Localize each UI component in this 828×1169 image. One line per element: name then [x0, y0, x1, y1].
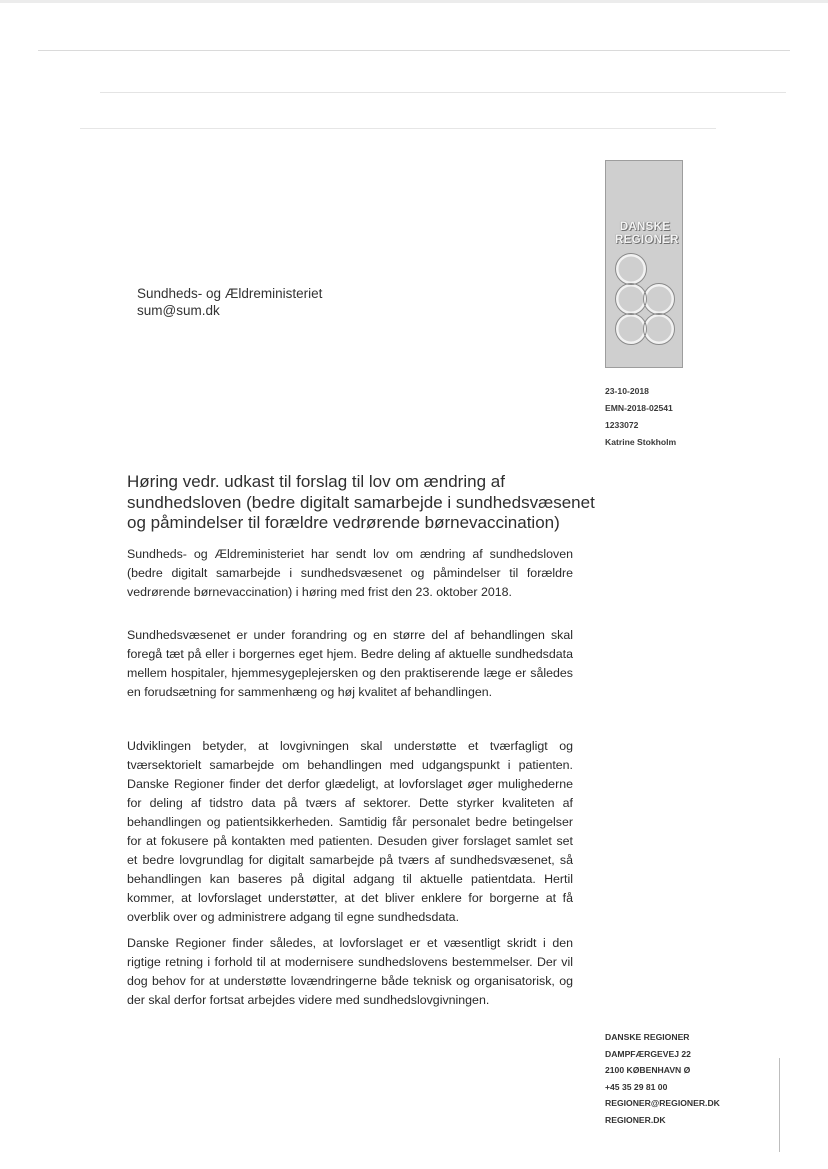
sender-street: DAMPFÆRGEVEJ 22 — [605, 1048, 691, 1059]
reference-block — [605, 383, 676, 451]
logo-text — [615, 221, 679, 247]
sender-email: REGIONER@REGIONER.DK — [605, 1098, 720, 1109]
letter-title: Høring vedr. udkast til forslag til lov om ændring af sundhedsloven (bedre digitalt samarbejde i sundhedsvæsenet og påmindelser til forældre vedrørende børnevaccination) — [127, 472, 595, 532]
document-number: 1233072 — [605, 420, 639, 430]
scan-top-edge — [0, 0, 828, 3]
logo-circles-icon — [613, 253, 677, 345]
logo-line-1: DANSKE — [619, 221, 671, 233]
case-number: EMN-2018-02541 — [605, 403, 673, 413]
scan-artifact-line — [100, 92, 786, 93]
sender-website: REGIONER.DK — [605, 1114, 666, 1125]
sender-phone: +45 35 29 81 00 — [605, 1081, 668, 1092]
scan-artifact-line — [80, 128, 716, 129]
logo-line-2: REGIONER — [615, 234, 679, 246]
body-paragraph: Udviklingen betyder, at lovgivningen skal understøtte et tværfagligt og tværsektorielt samarbejde om behandlingen med udgangspunkt i patienten. Danske Regioner finder det derfor glædeligt, at lovforslaget øger mulighederne for deling af tidstro data på tværs af sektorer. Dette styrker kvaliteten af behandlingen og patientsikkerheden. Samtidig får personalet bedre betingelser for at fokusere på kontakten med patienten. Desuden giver forslaget samlet set et bedre lovgrundlag for digitalt samarbejde på tværs af sundhedsvæsenet, så behandlingen kan baseres på digital adgang til aktuelle patientdata. Hertil kommer, at lovforslaget understøtter, at det bliver enklere for borgerne at få overblik over og administrere adgang til egne sundhedsdata. — [127, 739, 573, 924]
recipient-name: Sundheds- og Ældreministeriet — [137, 286, 323, 301]
danske-regioner-logo — [605, 160, 683, 368]
scan-artifact-line — [38, 50, 790, 51]
margin-rule — [779, 1058, 780, 1152]
recipient-email: sum@sum.dk — [137, 303, 220, 318]
body-paragraph: Danske Regioner finder således, at lovforslaget er et væsentligt skridt i den rigtige retning i forhold til at modernisere sundhedslovens bestemmelser. Der vil dog behov for at understøtte lovændringerne både teknisk og organisatorisk, og der skal derfor fortsat arbejdes videre med sundhedslovgivningen. — [127, 936, 573, 1007]
body-paragraph: Sundhedsvæsenet er under forandring og en større del af behandlingen skal foregå tæt på eller i borgernes eget hjem. Bedre deling af aktuelle sundhedsdata mellem hospitaler, hjemmesygeplejersken og den praktiserende læge er således en forudsætning for sammenhæng og høj kvalitet af behandlingen. — [127, 628, 573, 699]
author-name: Katrine Stokholm — [605, 437, 677, 447]
sender-org: DANSKE REGIONER — [605, 1032, 690, 1042]
body-paragraph: Sundheds- og Ældreministeriet har sendt lov om ændring af sundhedsloven (bedre digitalt samarbejde i sundhedsvæsenet og påmindelser til forældre vedrørende børnevaccination) i høring med frist den 23. oktober 2018. — [127, 547, 573, 599]
recipient-block — [137, 285, 322, 319]
sender-address-block — [605, 1029, 720, 1129]
letter-date: 23-10-2018 — [605, 386, 649, 396]
sender-city: 2100 KØBENHAVN Ø — [605, 1065, 691, 1076]
